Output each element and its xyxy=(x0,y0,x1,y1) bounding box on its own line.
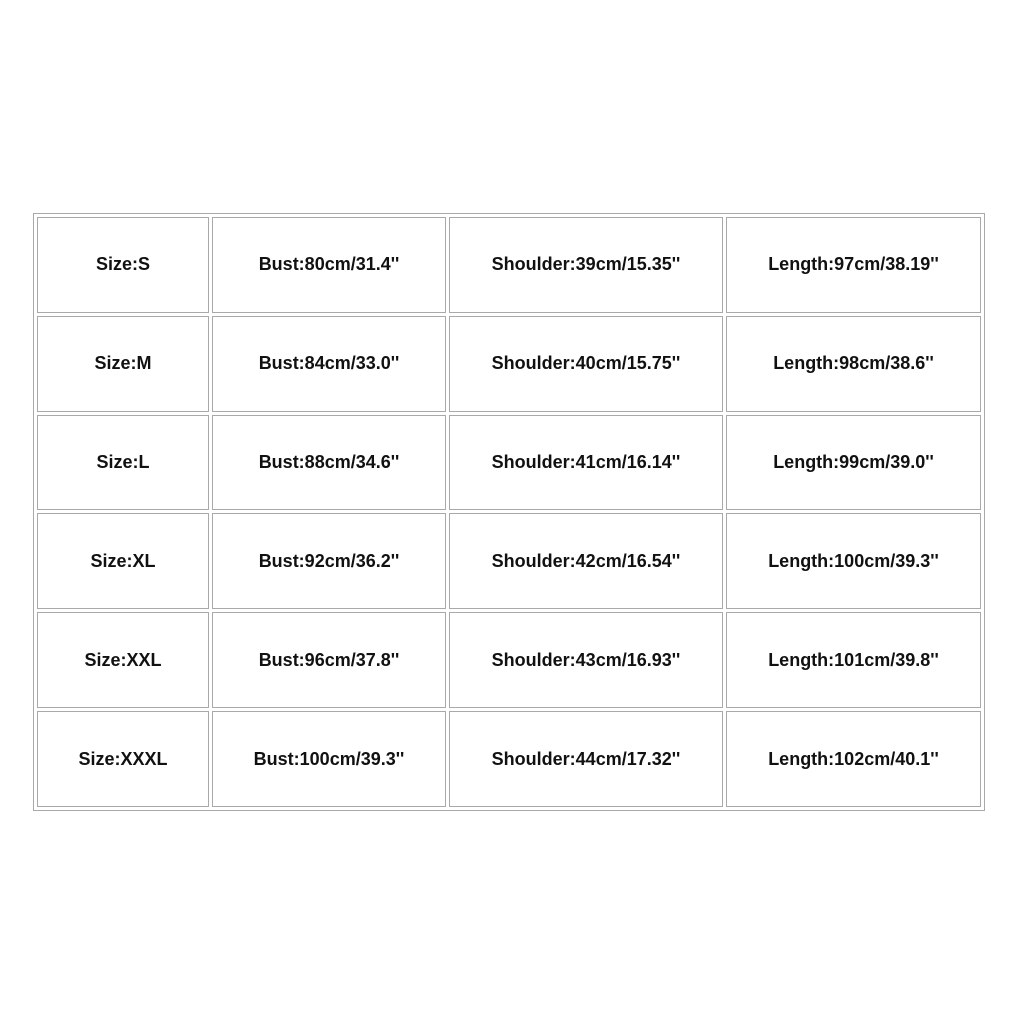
length-cell: Length:100cm/39.3'' xyxy=(726,513,981,609)
table-row xyxy=(37,612,981,708)
table-row xyxy=(37,513,981,609)
bust-cell: Bust:84cm/33.0'' xyxy=(212,316,446,412)
bust-cell: Bust:92cm/36.2'' xyxy=(212,513,446,609)
length-cell: Length:98cm/38.6'' xyxy=(726,316,981,412)
size-cell: Size:S xyxy=(37,217,209,313)
bust-cell: Bust:88cm/34.6'' xyxy=(212,415,446,511)
shoulder-cell: Shoulder:44cm/17.32'' xyxy=(449,711,723,807)
shoulder-cell: Shoulder:42cm/16.54'' xyxy=(449,513,723,609)
shoulder-cell: Shoulder:40cm/15.75'' xyxy=(449,316,723,412)
size-cell: Size:XXL xyxy=(37,612,209,708)
shoulder-cell: Shoulder:41cm/16.14'' xyxy=(449,415,723,511)
bust-cell: Bust:80cm/31.4'' xyxy=(212,217,446,313)
size-chart-table xyxy=(33,213,985,811)
bust-cell: Bust:100cm/39.3'' xyxy=(212,711,446,807)
length-cell: Length:99cm/39.0'' xyxy=(726,415,981,511)
table-row xyxy=(37,711,981,807)
shoulder-cell: Shoulder:39cm/15.35'' xyxy=(449,217,723,313)
shoulder-cell: Shoulder:43cm/16.93'' xyxy=(449,612,723,708)
length-cell: Length:102cm/40.1'' xyxy=(726,711,981,807)
table-row xyxy=(37,316,981,412)
table-row xyxy=(37,217,981,313)
length-cell: Length:101cm/39.8'' xyxy=(726,612,981,708)
length-cell: Length:97cm/38.19'' xyxy=(726,217,981,313)
table-row xyxy=(37,415,981,511)
size-cell: Size:XXXL xyxy=(37,711,209,807)
size-cell: Size:M xyxy=(37,316,209,412)
bust-cell: Bust:96cm/37.8'' xyxy=(212,612,446,708)
size-cell: Size:L xyxy=(37,415,209,511)
size-cell: Size:XL xyxy=(37,513,209,609)
